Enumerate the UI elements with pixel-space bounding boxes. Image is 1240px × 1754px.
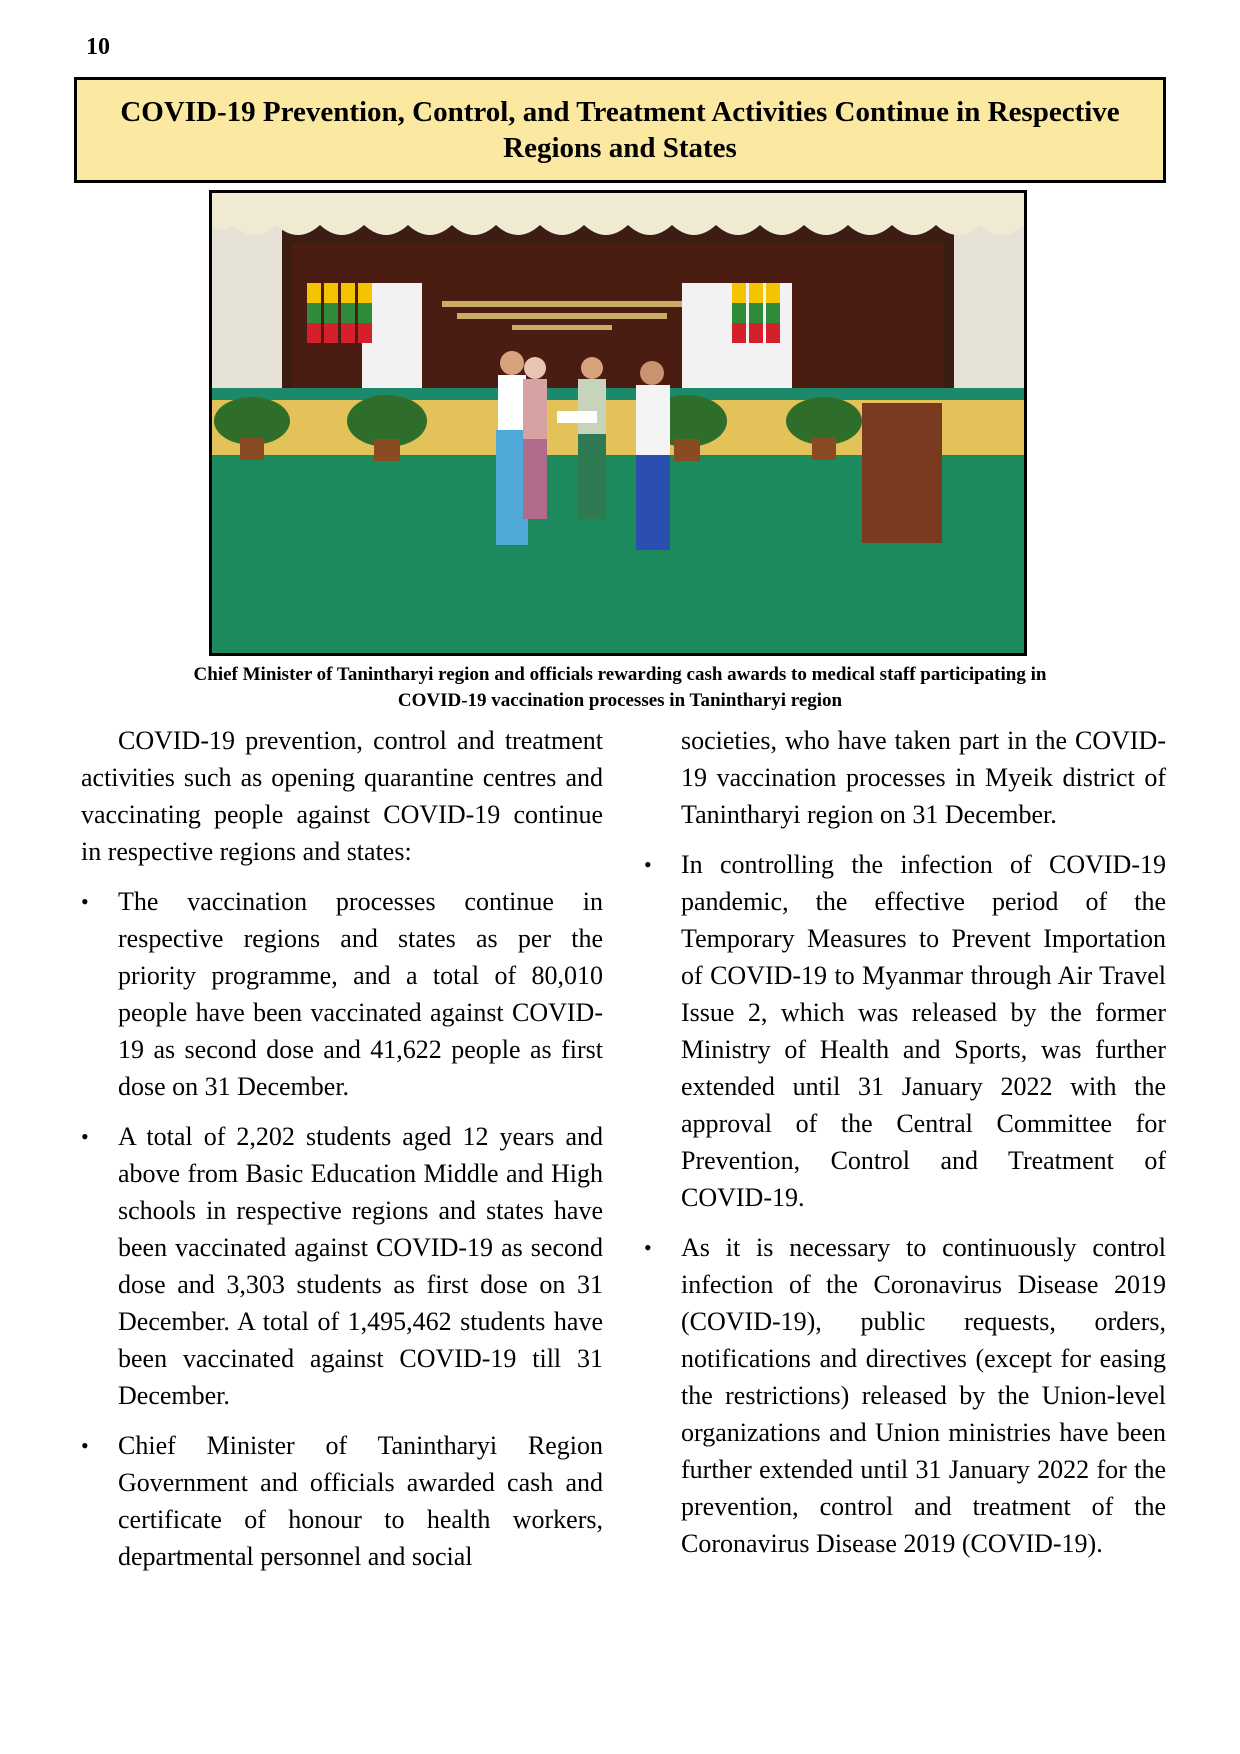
list-item-continuation: [644, 722, 1166, 833]
ceremony-photo-illustration: [212, 193, 1024, 653]
bullet-symbol: •: [81, 1124, 89, 1149]
right-column: [644, 722, 1166, 1562]
page-number: 10: [86, 34, 110, 60]
bullet-list-left: [81, 883, 603, 1575]
list-item-text: societies, who have taken part in the COVID-19 vaccination processes in Myeik district of Tanintharyi region on 31 December.: [681, 726, 1166, 829]
bullet-symbol: •: [644, 1235, 652, 1260]
list-item: [81, 1427, 603, 1575]
list-item: [81, 883, 603, 1105]
left-column: [81, 722, 603, 1575]
list-item-text: As it is necessary to continuously control infection of the Coronavirus Disease 2019 (COVID-19), public requests, orders, notifications and directives (except for easing the restrictions) released by the Union-level organizations and Union ministries have been further extended until 31 January 2022 for the prevention, control and treatment of the Coronavirus Disease 2019 (COVID-19).: [681, 1233, 1166, 1558]
intro-paragraph: COVID-19 prevention, control and treatment activities such as opening quarantine centres and vaccinating people against COVID-19 continue in respective regions and states:: [81, 726, 603, 866]
list-item-text: The vaccination processes continue in respective regions and states as per the priority programme, and a total of 80,010 people have been vaccinated against COVID-19 as second dose and 41,622 people as first dose on 31 December.: [118, 887, 603, 1101]
article-title-text: COVID-19 Prevention, Control, and Treatment Activities Continue in Respective Regions and States: [120, 96, 1120, 164]
banner-line: [442, 301, 682, 307]
podium: [862, 403, 942, 543]
list-item-text: In controlling the infection of COVID-19 pandemic, the effective period of the Temporary Measures to Prevent Importation of COVID-19 to Myanmar through Air Travel Issue 2, which was released by the former Ministry of Health and Sports, was further extended until 31 January 2022 with the approval of the Central Committee for Prevention, Control and Treatment of COVID-19.: [681, 850, 1166, 1212]
banner-line: [457, 313, 667, 319]
stage-edge: [212, 388, 1024, 400]
banner-line: [512, 325, 612, 330]
list-item: [81, 1118, 603, 1414]
list-item-text: Chief Minister of Tanintharyi Region Government and officials awarded cash and certificate of honour to health workers, departmental personnel and social: [118, 1431, 603, 1571]
bullet-list-right: [644, 722, 1166, 1562]
award-envelope: [557, 411, 597, 423]
list-item: [644, 1229, 1166, 1562]
curtain-valance: [212, 193, 1024, 235]
photo-caption: Chief Minister of Tanintharyi region and officials rewarding cash awards to medical staff participating in COVID-19 vaccination processes in Tanintharyi region: [193, 664, 1047, 711]
list-item: [644, 846, 1166, 1216]
article-photo: [209, 190, 1027, 656]
bullet-symbol: •: [81, 1433, 89, 1458]
list-item-text: A total of 2,202 students aged 12 years and above from Basic Education Middle and High schools in respective regions and states have been vaccinated against COVID-19 as second dose and 3,303 students as first dose on 31 December. A total of 1,495,462 students have been vaccinated against COVID-19 till 31 December.: [118, 1122, 603, 1410]
bullet-symbol: •: [81, 889, 89, 914]
article-title: [74, 77, 1166, 183]
bullet-symbol: •: [644, 852, 652, 877]
flags-right: [732, 283, 780, 343]
